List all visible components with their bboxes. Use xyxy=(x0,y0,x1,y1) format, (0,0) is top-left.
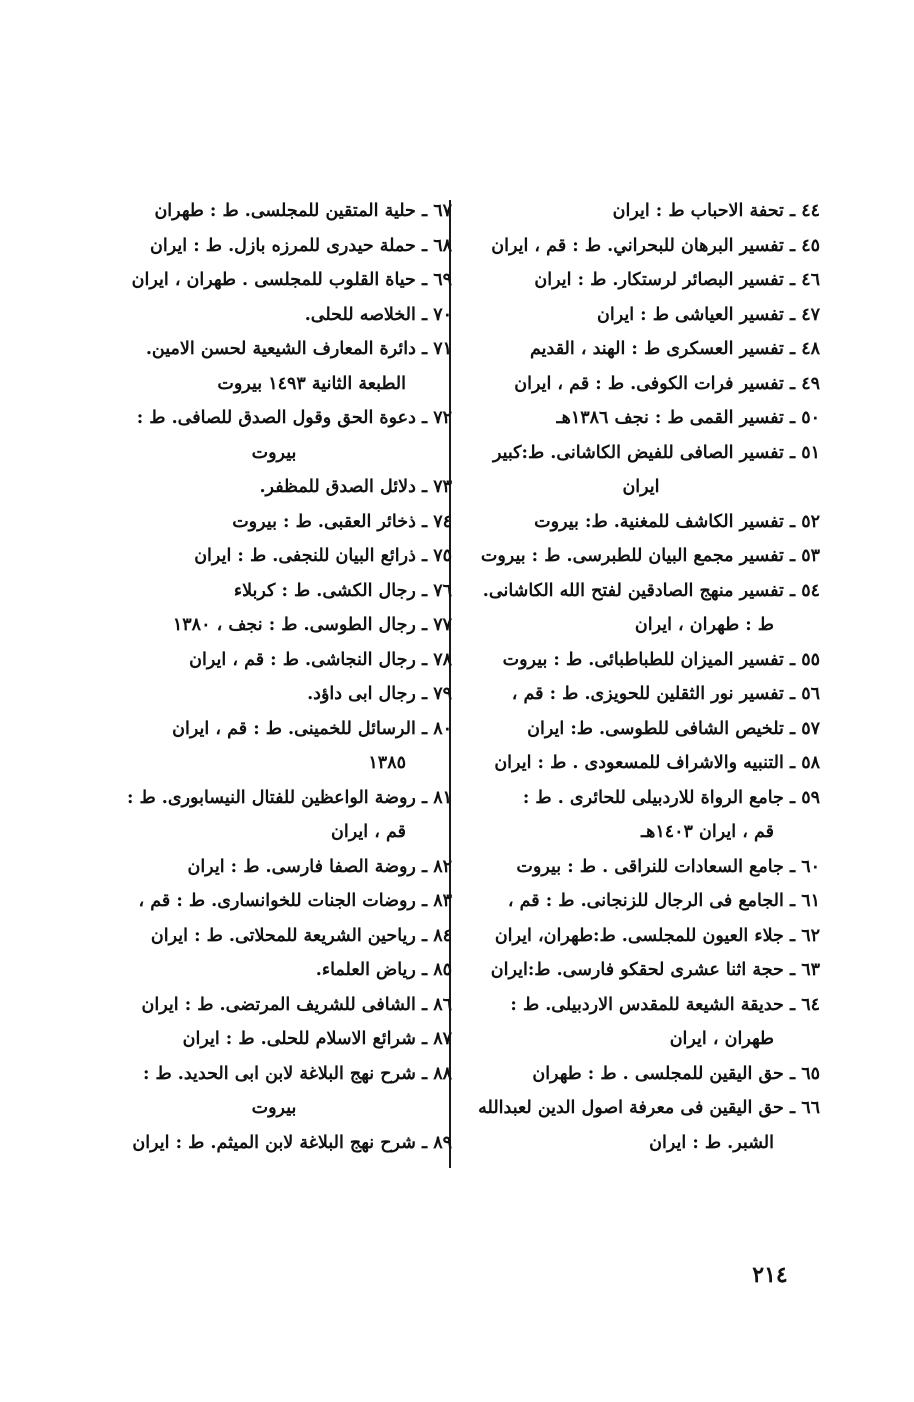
page-number: ٢١٤ xyxy=(752,1262,788,1288)
entry-50: ٥٠ ـ تفسير القمى ط : نجف ١٣٨٦هـ xyxy=(556,408,820,428)
entry-53: ٥٣ ـ تفسير مجمع البيان للطبرسى. ط : بيروت xyxy=(480,546,820,566)
entry-60: ٦٠ ـ جامع السعادات للنراقى . ط : بيروت xyxy=(516,856,820,877)
entry-81: ٨١ ـ روضة الواعظين للفتال النيسابورى. ط : xyxy=(126,787,452,808)
entry-71: ٧١ ـ دائرة المعارف الشيعية لحسن الامين. xyxy=(145,339,452,359)
entry-61: ٦١ ـ الجامع فى الرجال للزنجانى. ط : قم ، xyxy=(507,891,820,911)
entry-51-continuation: ايران xyxy=(622,477,660,497)
entry-59: ٥٩ ـ جامع الرواة للاردبيلى للحائرى . ط : xyxy=(522,787,820,808)
entry-45: ٤٥ ـ تفسير البرهان للبحراني. ط : قم ، ايران xyxy=(491,235,820,256)
entry-66-continuation: الشبر. ط : ايران xyxy=(649,1132,774,1153)
entry-81-continuation: قم ، ايران xyxy=(331,822,406,842)
entry-57: ٥٧ ـ تلخيص الشافى للطوسى. ط: ايران xyxy=(527,718,820,739)
entry-52: ٥٢ ـ تفسير الكاشف للمغنية. ط: بيروت xyxy=(534,511,820,532)
right-column xyxy=(462,194,820,1160)
entry-82: ٨٢ ـ روضة الصفا فارسى. ط : ايران xyxy=(187,856,452,877)
entry-48: ٤٨ ـ تفسير العسكرى ط : الهند ، القديم xyxy=(530,339,820,359)
entry-74: ٧٤ ـ ذخائر العقبى. ط : بيروت xyxy=(232,511,452,532)
entry-64-continuation: طهران ، ايران xyxy=(669,1029,774,1049)
entry-66: ٦٦ ـ حق اليقين فى معرفة اصول الدين لعبدالله xyxy=(478,1098,820,1118)
entry-49: ٤٩ ـ تفسير فرات الكوفى. ط : قم ، ايران xyxy=(514,373,820,394)
entry-80: ٨٠ ـ الرسائل للخمينى. ط : قم ، ايران xyxy=(172,718,452,739)
entry-72-continuation: بيروت xyxy=(251,442,297,463)
entry-77: ٧٧ ـ رجال الطوسى. ط : نجف ، ١٣٨٠ xyxy=(172,615,452,635)
entry-63: ٦٣ ـ حجة اثنا عشرى لحقكو فارسى. ط:ايران xyxy=(490,960,820,980)
entry-54: ٥٤ ـ تفسير منهج الصادقين لفتح الله الكاشانى. xyxy=(482,580,820,601)
entry-46: ٤٦ ـ تفسير البصائر لرستكار. ط : ايران xyxy=(534,270,820,290)
entry-86: ٨٦ ـ الشافى للشريف المرتضى. ط : ايران xyxy=(141,994,452,1015)
entry-71-continuation: الطبعة الثانية ١٤٩٣ بيروت xyxy=(217,373,406,394)
entry-58: ٥٨ ـ التنبيه والاشراف للمسعودى . ط : ايران xyxy=(494,753,820,773)
entry-59-continuation: قم ، ايران ١٤٠٣هـ xyxy=(640,822,774,842)
entry-84: ٨٤ ـ رياحين الشريعة للمحلاتى. ط : ايران xyxy=(150,925,452,946)
entry-73: ٧٣ ـ دلائل الصدق للمظفر. xyxy=(259,477,452,497)
entry-87: ٨٧ ـ شرائع الاسلام للحلى. ط : ايران xyxy=(182,1029,452,1049)
entry-70: ٧٠ ـ الخلاصه للحلى. xyxy=(304,304,452,325)
entry-69: ٦٩ ـ حياة القلوب للمجلسى . طهران ، ايران xyxy=(131,270,452,290)
entry-76: ٧٦ ـ رجال الكشى. ط : كربلاء xyxy=(233,580,452,601)
entry-65: ٦٥ ـ حق اليقين للمجلسى . ط : طهران xyxy=(532,1063,820,1084)
entry-79: ٧٩ ـ رجال ابى داؤد. xyxy=(307,684,452,704)
entry-51: ٥١ ـ تفسير الصافى للفيض الكاشانى. ط:كبير xyxy=(492,442,820,463)
entry-85: ٨٥ ـ رياض العلماء. xyxy=(315,960,452,980)
entry-68: ٦٨ ـ حملة حيدرى للمرزه بازل. ط : ايران xyxy=(150,235,452,256)
entry-72: ٧٢ ـ دعوة الحق وقول الصدق للصافى. ط : xyxy=(136,408,452,428)
entry-89: ٨٩ ـ شرح نهج البلاغة لابن الميثم. ط : ايران xyxy=(132,1132,452,1153)
entry-55: ٥٥ ـ تفسير الميزان للطباطبائى. ط : بيروت xyxy=(502,649,820,670)
entry-67: ٦٧ ـ حلية المتقين للمجلسى. ط : طهران xyxy=(154,201,452,221)
entry-80-continuation: ١٣٨٥ xyxy=(368,753,406,773)
entry-54-continuation: ط : طهران ، ايران xyxy=(634,615,774,635)
entry-78: ٧٨ ـ رجال النجاشى. ط : قم ، ايران xyxy=(189,649,452,670)
entry-56: ٥٦ ـ تفسير نور الثقلين للحويزى. ط : قم ، xyxy=(511,684,820,704)
entry-88-continuation: بيروت xyxy=(251,1098,297,1118)
entry-75: ٧٥ ـ ذرائع البيان للنجفى. ط : ايران xyxy=(194,546,452,566)
entry-64: ٦٤ ـ حديقة الشيعة للمقدس الاردبيلى. ط : xyxy=(510,994,820,1015)
entry-88: ٨٨ ـ شرح نهج البلاغة لابن ابى الحديد. ط : xyxy=(142,1063,452,1084)
entry-62: ٦٢ ـ جلاء العيون للمجلسى. ط:طهران، ايران xyxy=(494,925,820,946)
left-column xyxy=(96,194,452,1160)
entry-44: ٤٤ ـ تحفة الاحباب ط : ايران xyxy=(612,201,820,221)
entry-83: ٨٣ ـ روضات الجنات للخوانسارى. ط : قم ، xyxy=(138,891,452,911)
entry-47: ٤٧ ـ تفسير العياشى ط : ايران xyxy=(596,304,820,325)
